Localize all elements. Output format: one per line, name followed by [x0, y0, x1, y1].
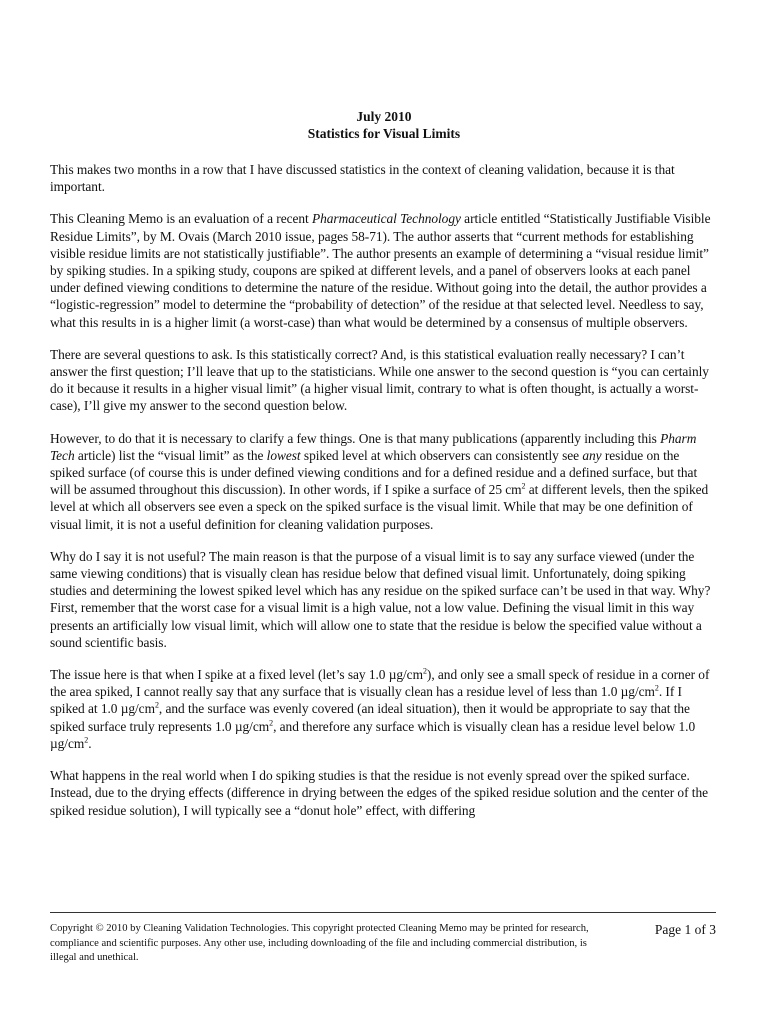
memo-title: Statistics for Visual Limits	[307, 126, 461, 141]
superscript: 2	[84, 735, 89, 745]
paragraph-7: What happens in the real world when I do spiking studies is that the residue is not evenly spread over the spiked surface. Instead, due to the drying effects (difference in drying between the edges of the spiked residue solution and the center of the spiked residue solution), I will typically see a “donut hole” effect, with differing	[50, 768, 708, 818]
journal-short-name: Pharm Tech	[50, 430, 697, 463]
paragraph-4-text-c: spiked level at which observers can consistently see	[300, 447, 583, 463]
paragraph-6	[50, 666, 716, 752]
paragraph-4-text-a: However, to do that it is necessary to clarify a few things. One is that many publications (apparently including this	[50, 430, 661, 446]
paragraph-2-text-b: article entitled “Statistically Justifiable Visible Residue Limits”, by M. Ovais (March 2010 issue, pages 58-71). The author asserts that “current methods for establishing visible residue limits are not statistically justifiable”. The author presents an example of determining a “visual residue limit” by spiking studies. In a spiking study, coupons are spiked at different levels, and a panel of observers looks at each panel under defined viewing conditions to determine the nature of the residue. Without going into the detail, the author provides a “logistic-regression” model to determine the “probability of detection” of the residue at that selected level. Needless to say, what this results in is a higher limit (a worst-case) than what would be determined by a consensus of multiple observers.	[50, 211, 711, 330]
paragraph-2-text-a: This Cleaning Memo is an evaluation of a recent	[50, 211, 312, 227]
paragraph-4-text-b: article) list the “visual limit” as the	[74, 447, 267, 463]
paragraph-5: Why do I say it is not useful? The main reason is that the purpose of a visual limit is to say any surface viewed (under the same viewing conditions) that is visually clean has residue below that defined visual limit. Unfortunately, doing spiking studies and determining the lowest spiked level which has any residue on the spiked surface can’t be used in that way. Why? First, remember that the worst case for a visual limit is a high value, not a low value. Defining the visual limit in this way presents an artificially low visual limit, which will allow one to state that the residue is below the specified value without a sound scientific basis.	[50, 548, 711, 650]
superscript: 2	[154, 701, 159, 711]
emphasis-lowest: lowest	[266, 447, 301, 463]
paragraph-4-text-d: residue on the spiked surface (of course this is under defined viewing conditions and for a defined residue and a defined surface, but that will be assumed throughout this discussion). In other words, if I spike a surface of 25 cm	[50, 447, 698, 498]
memo-date: July 2010	[356, 109, 412, 124]
paragraph-3: There are several questions to ask. Is this statistically correct? And, is this statistical evaluation really necessary? I can’t answer the first question; I’ll leave that up to the statisticians. While one answer to the second question is “you can certainly do it because it results in a higher visual limit” (a higher visual limit, contrary to what is often thought, is actually a worst-case), I’ll give my answer to the second question below.	[50, 346, 709, 414]
journal-name: Pharmaceutical Technology	[312, 211, 461, 227]
paragraph-6-text-f: .	[88, 735, 92, 751]
paragraph-1: This makes two months in a row that I have discussed statistics in the context of cleaning validation, because it is that important.	[50, 162, 675, 195]
paragraph-6-text-d: , and the surface was evenly covered (an ideal situation), then it would be appropriate to say that the spiked surface truly represents 1.0 µg/cm	[50, 701, 690, 734]
superscript: 2	[269, 718, 274, 728]
page-footer	[50, 922, 716, 966]
paragraph-6-text-b: ), and only see a small speck of residue in a corner of the area spiked, I cannot really say that any surface that is visually clean has a residue level of less than 1.0 µg/cm	[50, 667, 710, 700]
paragraph-2	[50, 210, 716, 330]
paragraph-6-text-a: The issue here is that when I spike at a fixed level (let’s say 1.0 µg/cm	[50, 667, 423, 683]
paragraph-4	[50, 430, 716, 533]
superscript: 2	[654, 683, 659, 693]
page-number: Page 1 of 3	[654, 922, 716, 937]
superscript: 2	[422, 666, 427, 676]
paragraph-6-text-e: , and therefore any surface which is visually clean has a residue level below 1.0 µg/cm	[50, 718, 696, 751]
memo-header	[0, 108, 768, 142]
memo-body	[50, 161, 716, 834]
emphasis-any: any	[582, 447, 602, 463]
copyright-notice: Copyright © 2010 by Cleaning Validation Technologies. This copyright protected Cleaning Memo may be printed for research, compliance and scientific purposes. Any other use, including downloading of the file and including commercial distribution, is illegal and unethical.	[50, 923, 589, 964]
paragraph-6-text-c: . If I spiked at 1.0 µg/cm	[50, 684, 682, 717]
paragraph-4-text-e: at different levels, then the spiked level at which all observers see even a speck on the spiked surface is the visual limit. While that may be one definition of visual limit, it is not a useful definition for cleaning validation purposes.	[50, 482, 709, 532]
superscript: 2	[521, 481, 526, 491]
footer-divider	[50, 912, 716, 913]
